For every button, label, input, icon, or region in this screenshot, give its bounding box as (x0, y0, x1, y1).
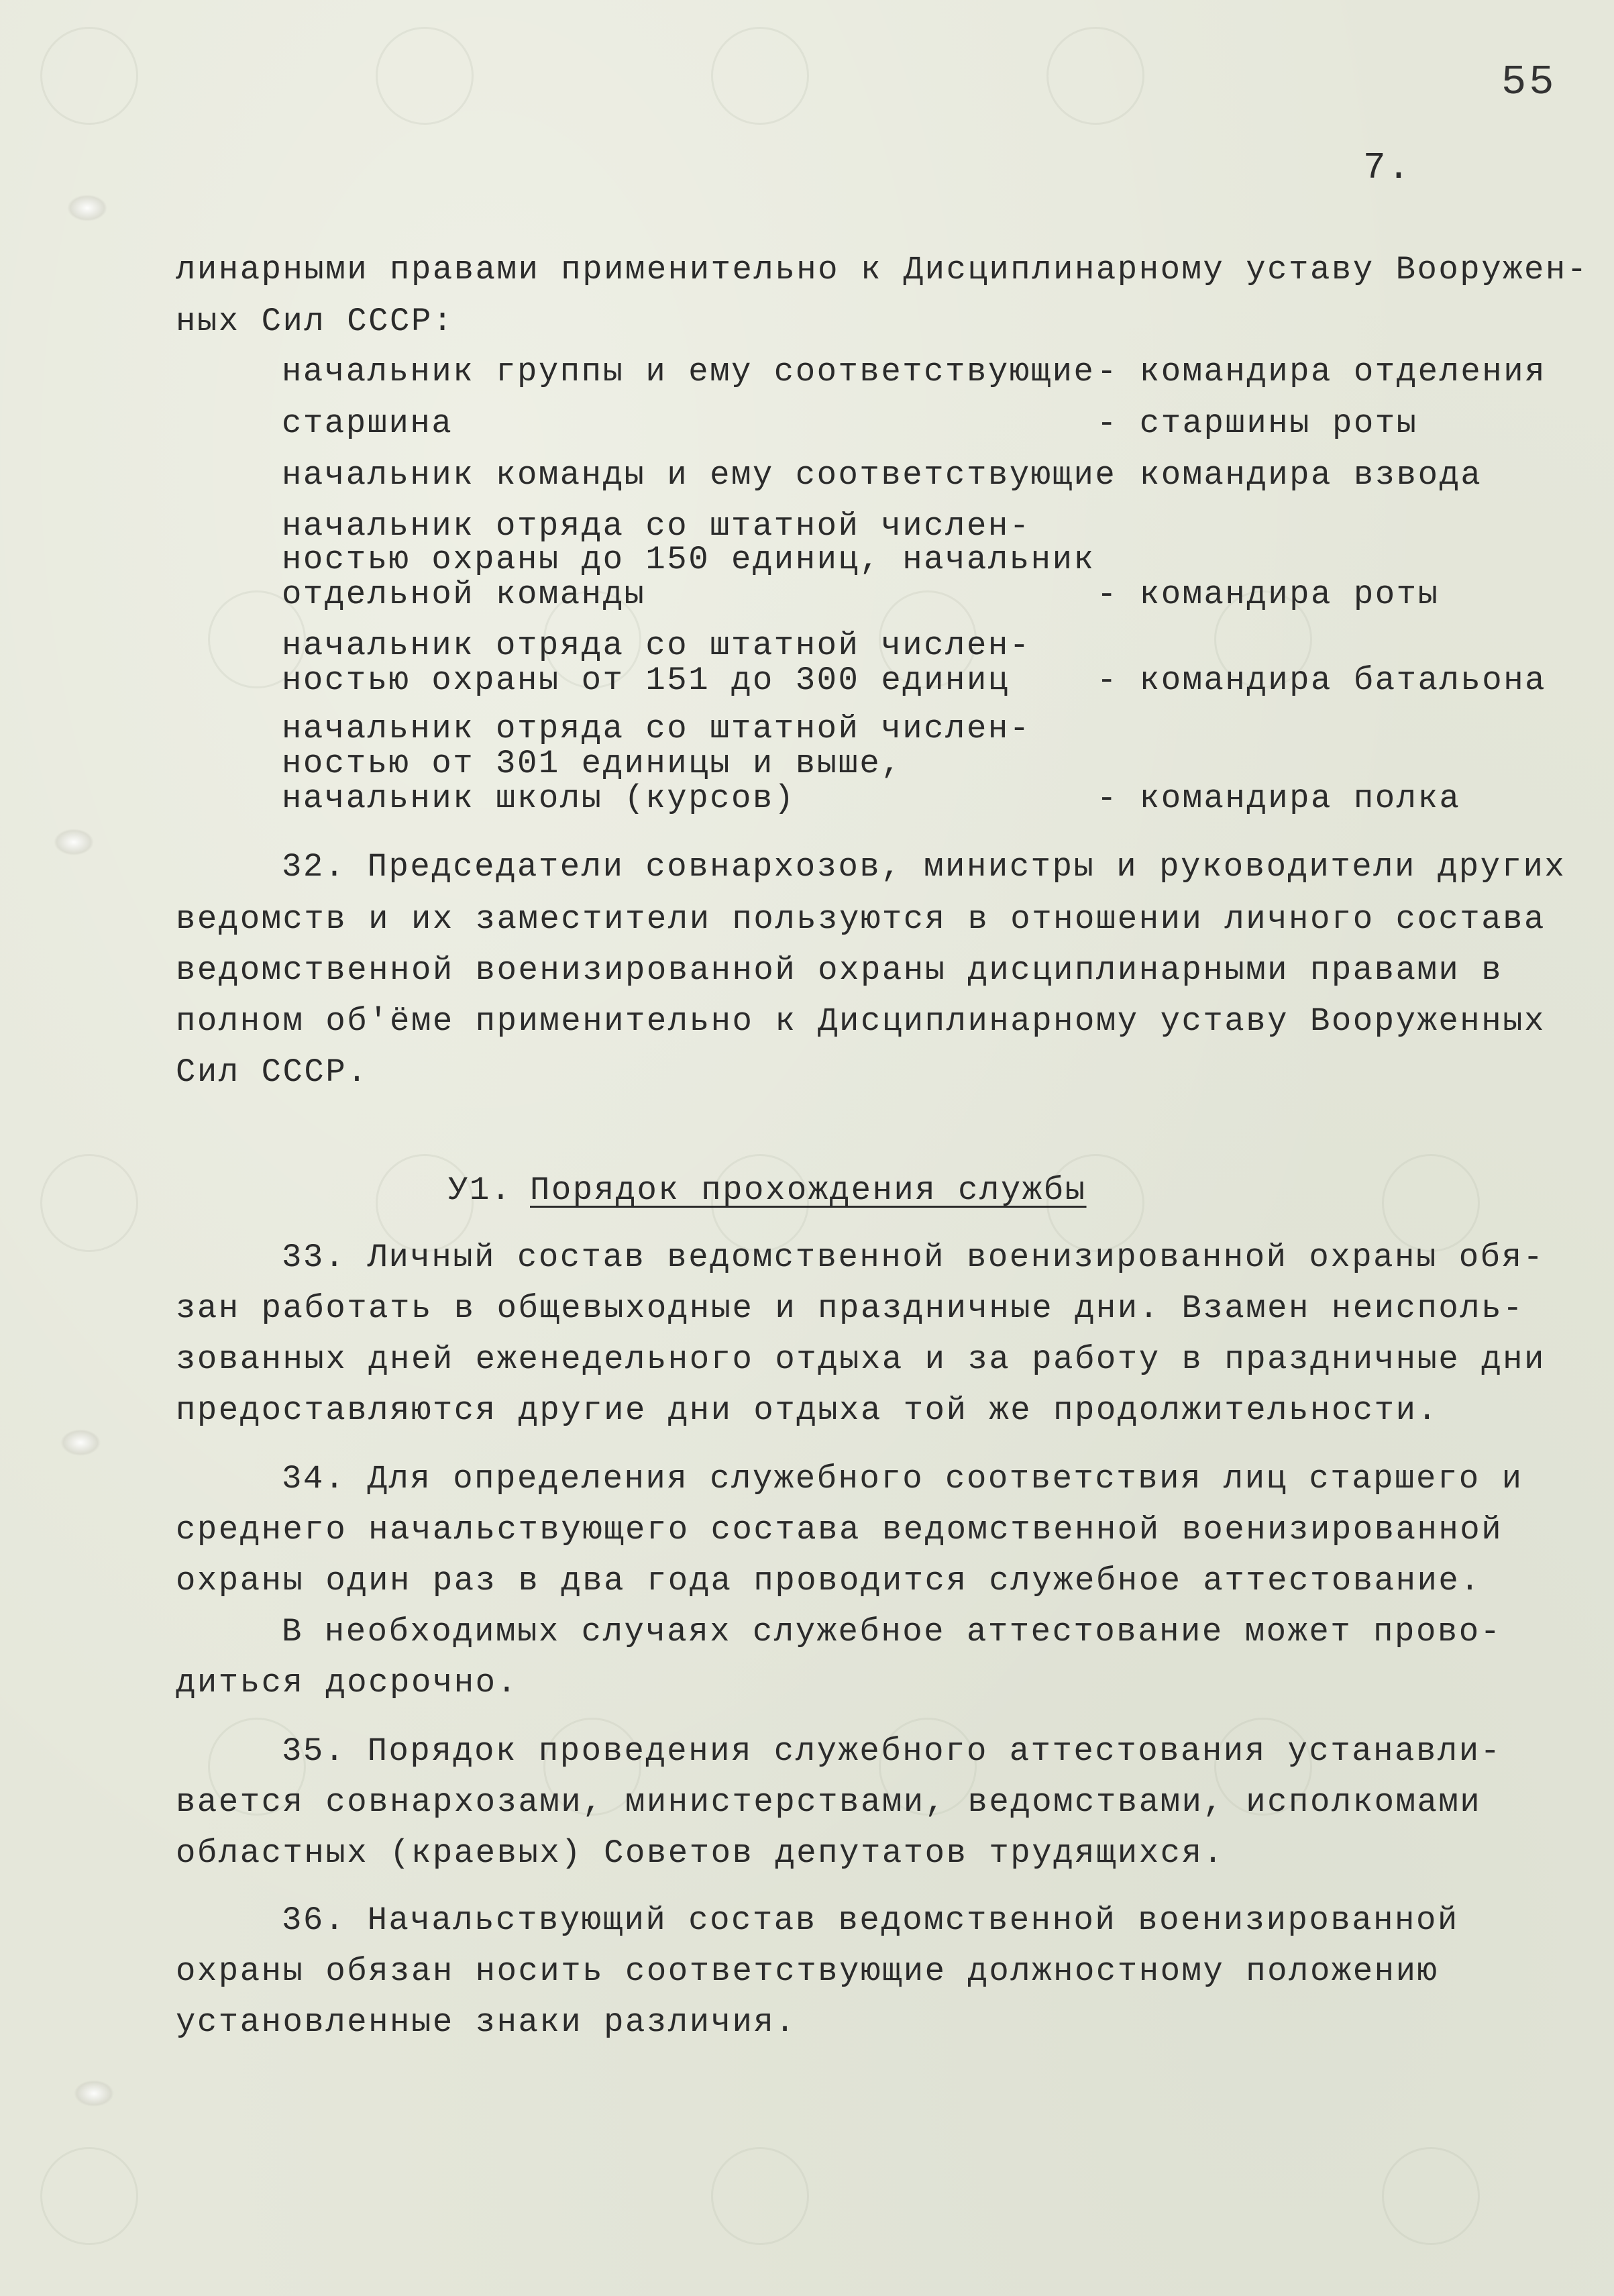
punch-hole (74, 2080, 114, 2107)
rank-position: начальник группы и ему соответствующие (282, 353, 1095, 390)
intro-line: ных Сил СССР: (176, 303, 454, 340)
paragraph-line: среднего начальствующего состава ведомственной военизированной (176, 1511, 1503, 1549)
rank-position: начальник отряда со штатной числен- (282, 507, 1031, 545)
sheet-number: 7. (1363, 146, 1412, 189)
paragraph-line: охраны один раз в два года проводится служебное аттестование. (176, 1562, 1482, 1600)
punch-hole (67, 195, 107, 221)
paragraph-line: ведомственной военизированной охраны дисциплинарными правами в (176, 951, 1503, 989)
rank-equivalent: - командира отделения (1097, 353, 1547, 390)
watermark-emblem (40, 1154, 138, 1252)
paragraph-line: Сил СССР. (176, 1053, 369, 1091)
paragraph-line: 33. Личный состав ведомственной военизированной охраны обя- (282, 1239, 1545, 1276)
punch-hole (54, 829, 94, 855)
rank-equivalent: - командира полка (1097, 780, 1461, 817)
rank-equivalent: - командира роты (1097, 576, 1440, 613)
watermark-emblem (711, 2147, 809, 2245)
paragraph-line: полном об'ёме применительно к Дисциплинарному уставу Вооруженных (176, 1002, 1546, 1040)
watermark-emblem (1046, 27, 1144, 125)
paragraph-line: зан работать в общевыходные и праздничные дни. Взамен неисполь- (176, 1290, 1525, 1327)
paragraph-line: охраны обязан носить соответствующие должностному положению (176, 1952, 1439, 1990)
paragraph-line: 36. Начальствующий состав ведомственной военизированной (282, 1901, 1459, 1939)
paragraph-line: 34. Для определения служебного соответствия лиц старшего и (282, 1460, 1523, 1498)
watermark-emblem (1382, 2147, 1480, 2245)
rank-equivalent: - командира батальона (1097, 662, 1547, 699)
watermark-emblem (40, 2147, 138, 2245)
watermark-emblem (711, 27, 809, 125)
paragraph-line: ведомств и их заместители пользуются в отношении личного состава (176, 900, 1546, 938)
rank-position: начальник школы (курсов) (282, 780, 796, 817)
paragraph-line: 35. Порядок проведения служебного аттестования устанавли- (282, 1732, 1502, 1770)
paragraph-line: В необходимых случаях служебное аттестование может прово- (282, 1613, 1502, 1651)
paragraph-line: вается совнархозами, министерствами, ведомствами, исполкомами (176, 1783, 1482, 1821)
rank-position: отдельной команды (282, 576, 646, 613)
paragraph-line: предоставляются другие дни отдыха той же продолжительности. (176, 1392, 1439, 1429)
rank-position: начальник отряда со штатной числен- (282, 627, 1031, 664)
rank-position: ностью охраны до 150 единиц, начальник (282, 541, 1095, 578)
watermark-emblem (1382, 1154, 1480, 1252)
paragraph-line: областных (краевых) Советов депутатов трудящихся. (176, 1834, 1225, 1872)
section-number: У1. (448, 1171, 513, 1209)
rank-position: ностью от 301 единицы и выше, (282, 745, 903, 782)
rank-equivalent: - командира взвода (1097, 456, 1483, 494)
watermark-emblem (376, 27, 474, 125)
page-number: 55 (1501, 58, 1557, 106)
intro-line: линарными правами применительно к Дисциплинарному уставу Вооружен- (176, 251, 1589, 289)
section-title: Порядок прохождения службы (530, 1171, 1087, 1209)
watermark-emblem (40, 27, 138, 125)
rank-equivalent: - старшины роты (1097, 405, 1418, 442)
paragraph-line: 32. Председатели совнархозов, министры и руководители других (282, 848, 1566, 886)
paragraph-line: зованных дней еженедельного отдыха и за работу в праздничные дни (176, 1341, 1546, 1378)
paragraph-line: диться досрочно. (176, 1664, 519, 1702)
paragraph-line: установленные знаки различия. (176, 2003, 797, 2041)
rank-position: начальник отряда со штатной числен- (282, 710, 1031, 747)
rank-position: старшина (282, 405, 453, 442)
punch-hole (60, 1429, 101, 1456)
rank-position: начальник команды и ему соответствующие (282, 456, 1117, 494)
rank-position: ностью охраны от 151 до 300 единиц (282, 662, 1010, 699)
